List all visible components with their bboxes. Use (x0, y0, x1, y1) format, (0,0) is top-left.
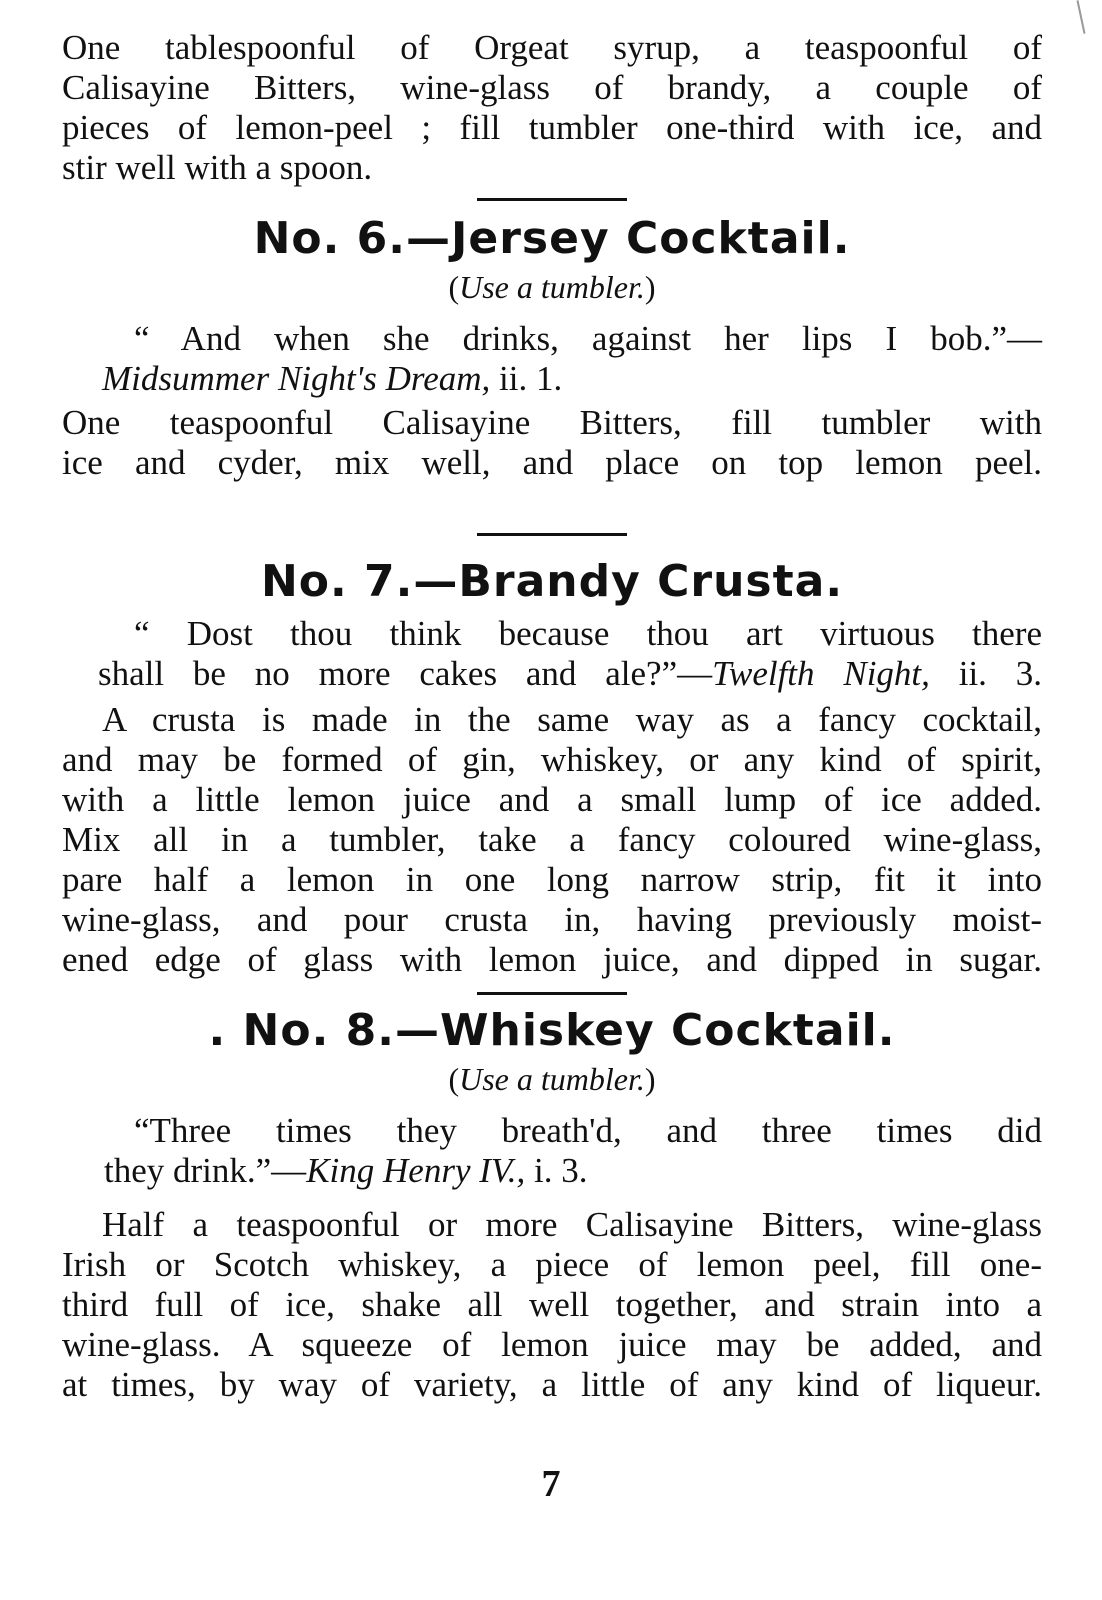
epigraph (62, 319, 1042, 399)
book-page (62, 28, 1042, 1405)
intro-paragraph (62, 28, 1042, 188)
section-divider (477, 992, 627, 995)
body-line: A crusta is made in the same way as a fancy cocktail, (102, 700, 1042, 739)
recipe-8 (62, 1003, 1042, 1405)
recipe-body (62, 403, 1042, 483)
body-line: ice and cyder, mix well, and place on top lemon peel. (62, 443, 1042, 482)
note-text: Use a tumbler. (459, 1061, 645, 1097)
body-line: wine-glass, and pour crusta in, having previously moist- (62, 900, 1042, 939)
epigraph-ref: ii. 3. (929, 654, 1042, 693)
recipe-7 (62, 554, 1042, 980)
epigraph-ref: ii. 1. (490, 359, 563, 398)
note-text: Use a tumbler. (459, 269, 645, 305)
page-number: 7 (541, 1463, 561, 1505)
epigraph (62, 614, 1042, 694)
glass-note (62, 267, 1042, 307)
recipe-heading: No. 6.—Jersey Cocktail. (253, 213, 851, 264)
recipe-6 (62, 211, 1042, 483)
body-line: pare half a lemon in one long narrow strip, fit it into (62, 860, 1042, 899)
section-divider (477, 198, 627, 201)
intro-line: stir well with a spoon. (62, 148, 373, 187)
body-line: wine-glass. A squeeze of lemon juice may be added, and (62, 1325, 1042, 1364)
epigraph-source: Twelfth Night, (712, 654, 930, 693)
epigraph-text: they drink.”— (104, 1151, 307, 1190)
section-divider (477, 533, 627, 536)
note-close: ) (644, 269, 656, 305)
epigraph-ref: i. 3. (525, 1151, 588, 1190)
body-line: and may be formed of gin, whiskey, or any kind of spirit, (62, 740, 1042, 779)
body-line: ened edge of glass with lemon juice, and dipped in sugar. (62, 940, 1042, 979)
body-line: One teaspoonful Calisayine Bitters, fill tumbler with (62, 403, 1042, 442)
epigraph-attribution-line (62, 359, 1042, 399)
epigraph (62, 1111, 1042, 1191)
epigraph-text: shall be no more cakes and ale?”— (98, 654, 713, 693)
recipe-heading: No. 7.—Brandy Crusta. (260, 556, 844, 607)
intro-line: pieces of lemon-peel ; fill tumbler one-third with ice, and (62, 108, 1042, 147)
recipe-heading: . No. 8.—Whiskey Cocktail. (208, 1005, 896, 1056)
epigraph-line: “Three times they breath'd, and three times did (134, 1111, 1042, 1150)
recipe-body (62, 1205, 1042, 1405)
epigraph-attribution-line (62, 654, 1042, 694)
epigraph-source: King Henry IV., (306, 1151, 526, 1190)
epigraph-line: “ Dost thou think because thou art virtuous there (134, 614, 1042, 653)
epigraph-line: “ And when she drinks, against her lips I bob.”— (134, 319, 1042, 358)
recipe-body (62, 700, 1042, 980)
epigraph-attribution-line (62, 1151, 1042, 1191)
body-line: Half a teaspoonful or more Calisayine Bitters, wine-glass (102, 1205, 1042, 1244)
intro-line: Calisayine Bitters, wine-glass of brandy, a couple of (62, 68, 1042, 107)
body-line: with a little lemon juice and a small lump of ice added. (62, 780, 1042, 819)
note-open: ( (448, 269, 460, 305)
note-open: ( (448, 1061, 460, 1097)
body-line: Mix all in a tumbler, take a fancy coloured wine-glass, (62, 820, 1042, 859)
scan-mark (1076, 0, 1085, 34)
note-close: ) (644, 1061, 656, 1097)
body-line: at times, by way of variety, a little of any kind of liqueur. (62, 1365, 1042, 1404)
glass-note (62, 1059, 1042, 1099)
body-line: third full of ice, shake all well together, and strain into a (62, 1285, 1042, 1324)
intro-line: One tablespoonful of Orgeat syrup, a teaspoonful of (62, 28, 1042, 67)
body-line: Irish or Scotch whiskey, a piece of lemon peel, fill one- (62, 1245, 1042, 1284)
epigraph-source: Midsummer Night's Dream, (102, 359, 491, 398)
